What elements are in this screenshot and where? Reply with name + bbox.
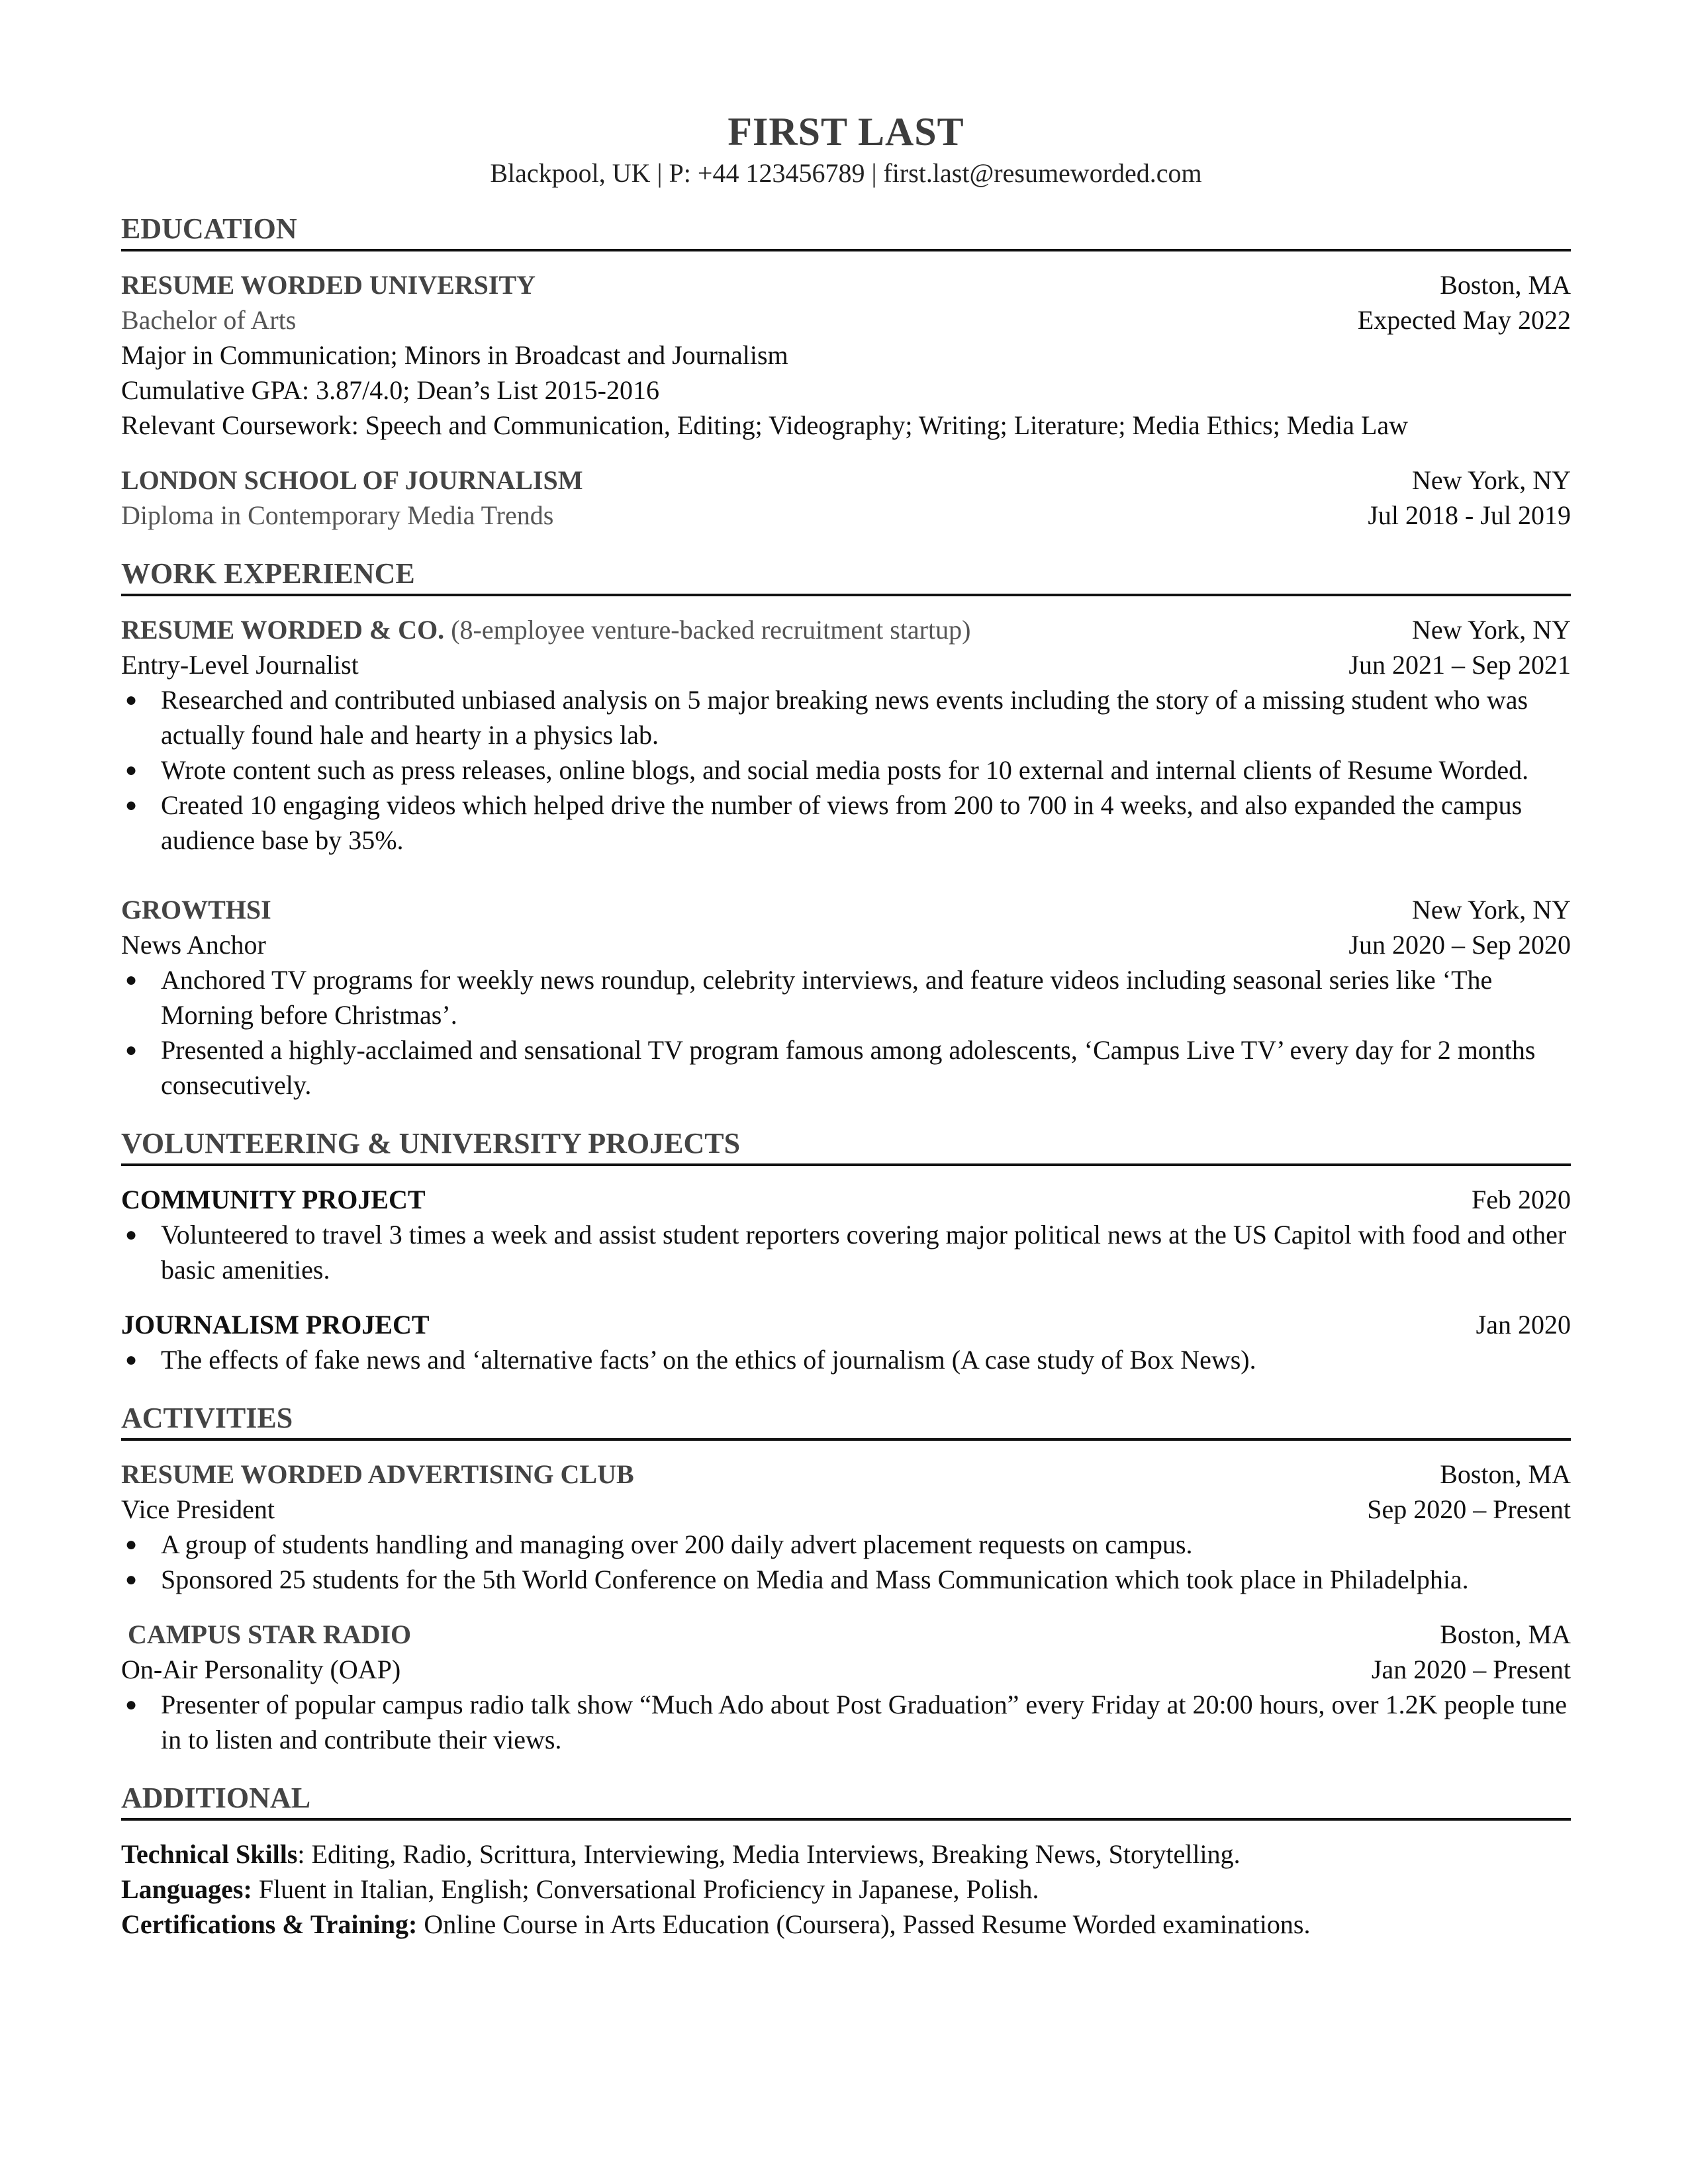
candidate-name: FIRST LAST [727, 110, 964, 154]
company-name: GROWTHSI [121, 895, 271, 925]
section-title-volunteering: VOLUNTEERING & UNIVERSITY PROJECTS [121, 1125, 1571, 1166]
bullet-icon: ● [125, 689, 138, 711]
additional-section [121, 1780, 1571, 1942]
school-location: New York, NY [1411, 465, 1571, 495]
project-bullets [121, 1217, 1571, 1287]
project-date: Feb 2020 [1472, 1185, 1571, 1214]
education-detail: Major in Communication; Minors in Broadcast and Journalism [121, 340, 788, 370]
company-name: RESUME WORDED & CO. [121, 615, 445, 645]
project-name: JOURNALISM PROJECT [121, 1310, 430, 1340]
activity-entry [121, 1617, 1571, 1757]
additional-line-certifications: Certifications & Training: Online Course in Arts Education (Coursera), Passed Resume Worded examinations. [121, 1909, 1311, 1939]
volunteering-section [121, 1125, 1571, 1377]
section-title-education: EDUCATION [121, 210, 1571, 251]
degree-date: Jul 2018 - Jul 2019 [1368, 500, 1571, 530]
activity-location: Boston, MA [1440, 1459, 1571, 1489]
activity-bullets [121, 1687, 1571, 1757]
activity-location: Boston, MA [1440, 1619, 1571, 1649]
bullet-item: ● Presented a highly-acclaimed and sensational TV program famous among adolescents, ‘Campus Live TV’ every day for 2 months consecutively. [121, 1032, 1571, 1103]
bullet-item: ● Volunteered to travel 3 times a week and assist student reporters covering major political news at the US Capitol with food and other basic amenities. [121, 1217, 1571, 1287]
bullet-icon: ● [125, 1039, 138, 1061]
bullet-item: ● Anchored TV programs for weekly news roundup, celebrity interviews, and feature videos including seasonal series like ‘The Morning before Christmas’. [121, 962, 1571, 1032]
bullet-icon: ● [125, 794, 138, 816]
company-note: (8-employee venture-backed recruitment startup) [451, 615, 971, 645]
project-bullets [121, 1342, 1571, 1377]
bullet-item: ● Wrote content such as press releases, online blogs, and social media posts for 10 external and internal clients of Resume Worded. [121, 752, 1571, 788]
work-section [121, 555, 1571, 1103]
activity-role: Vice President [121, 1494, 275, 1524]
degree-date: Expected May 2022 [1357, 305, 1571, 335]
bullet-item: ● Presenter of popular campus radio talk show “Much Ado about Post Graduation” every Friday at 20:00 hours, over 1.2K people tune in to listen and contribute their views. [121, 1687, 1571, 1757]
bullet-item: ● Researched and contributed unbiased analysis on 5 major breaking news events including the story of a missing student who was actually found hale and hearty in a physics lab. [121, 682, 1571, 752]
job-location: New York, NY [1411, 615, 1571, 645]
bullet-icon: ● [125, 759, 138, 781]
section-title-work: WORK EXPERIENCE [121, 555, 1571, 596]
additional-line-languages: Languages: Fluent in Italian, English; Conversational Proficiency in Japanese, Polish. [121, 1874, 1039, 1904]
job-entry [121, 612, 1571, 858]
school-entry [121, 463, 1571, 533]
additional-line-skills: Technical Skills: Editing, Radio, Scrittura, Interviewing, Media Interviews, Breaking News, Storytelling. [121, 1839, 1241, 1869]
job-location: New York, NY [1411, 895, 1571, 925]
contact-line: Blackpool, UK | P: +44 123456789 | first.last@resumeworded.com [490, 158, 1202, 188]
degree: Diploma in Contemporary Media Trends [121, 500, 554, 530]
bullet-icon: ● [125, 1694, 138, 1715]
school-entry [121, 267, 1571, 443]
school-name: RESUME WORDED UNIVERSITY [121, 270, 536, 300]
education-section [121, 210, 1571, 533]
bullet-item: ● A group of students handling and managing over 200 daily advert placement requests on campus. [121, 1527, 1571, 1562]
education-detail: Cumulative GPA: 3.87/4.0; Dean’s List 2015-2016 [121, 375, 659, 405]
activity-name: CAMPUS STAR RADIO [128, 1619, 412, 1649]
activities-section [121, 1400, 1571, 1757]
school-name: LONDON SCHOOL OF JOURNALISM [121, 465, 583, 495]
job-entry [121, 892, 1571, 1103]
job-bullets [121, 962, 1571, 1103]
job-date: Jun 2021 – Sep 2021 [1348, 650, 1571, 680]
bullet-icon: ● [125, 1569, 138, 1590]
school-location: Boston, MA [1440, 270, 1571, 300]
project-entry [121, 1307, 1571, 1377]
job-role: News Anchor [121, 930, 266, 960]
job-date: Jun 2020 – Sep 2020 [1348, 930, 1571, 960]
bullet-icon: ● [125, 1349, 138, 1371]
bullet-item: ● Created 10 engaging videos which helped drive the number of views from 200 to 700 in 4 weeks, and also expanded the campus audience base by 35%. [121, 788, 1571, 858]
activity-name: RESUME WORDED ADVERTISING CLUB [121, 1459, 634, 1489]
bullet-item: ● The effects of fake news and ‘alternative facts’ on the ethics of journalism (A case study of Box News). [121, 1342, 1571, 1377]
activity-date: Jan 2020 – Present [1371, 1655, 1571, 1684]
activity-date: Sep 2020 – Present [1367, 1494, 1571, 1524]
section-title-activities: ACTIVITIES [121, 1400, 1571, 1441]
project-entry [121, 1182, 1571, 1287]
project-date: Jan 2020 [1476, 1310, 1571, 1340]
activity-entry [121, 1457, 1571, 1597]
project-name: COMMUNITY PROJECT [121, 1185, 426, 1214]
job-role: Entry-Level Journalist [121, 650, 359, 680]
job-bullets [121, 682, 1571, 858]
bullet-icon: ● [125, 969, 138, 991]
bullet-item: ● Sponsored 25 students for the 5th World Conference on Media and Mass Communication which took place in Philadelphia. [121, 1562, 1571, 1597]
bullet-icon: ● [125, 1533, 138, 1555]
activity-role: On-Air Personality (OAP) [121, 1655, 401, 1684]
bullet-icon: ● [125, 1224, 138, 1246]
resume-page [121, 0, 1571, 1942]
activity-bullets [121, 1527, 1571, 1597]
education-detail: Relevant Coursework: Speech and Communication, Editing; Videography; Writing; Literature; Media Ethics; Media Law [121, 410, 1409, 440]
section-title-additional: ADDITIONAL [121, 1780, 1571, 1821]
degree: Bachelor of Arts [121, 305, 297, 335]
